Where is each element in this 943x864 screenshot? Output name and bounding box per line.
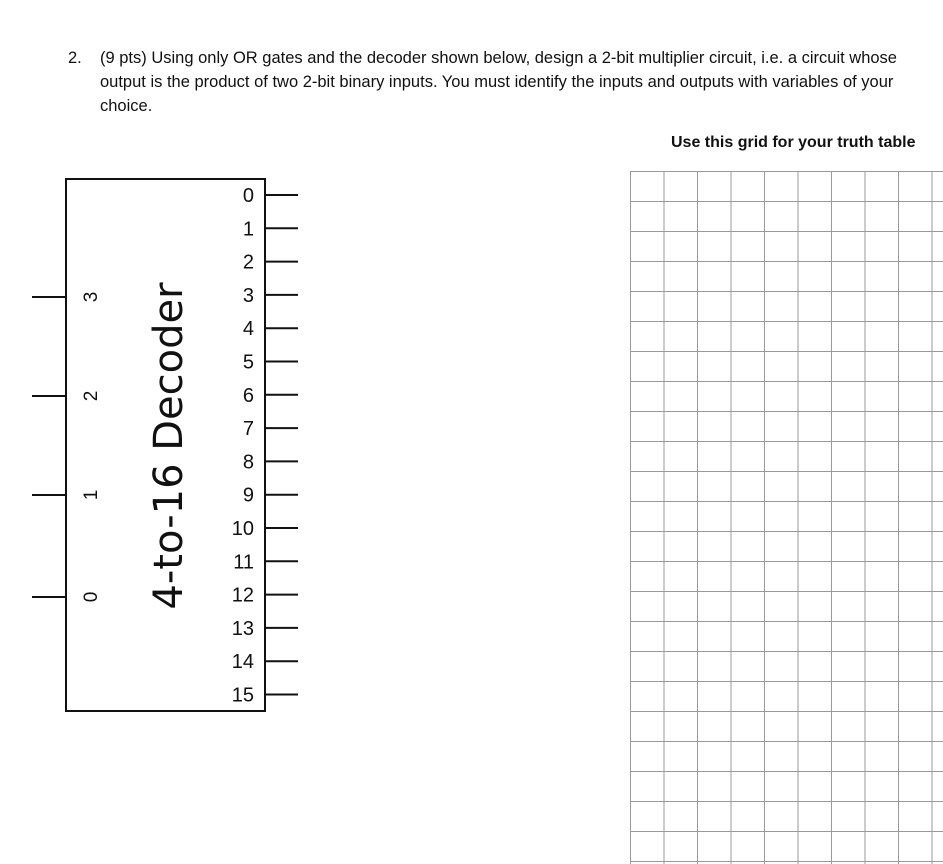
output-pin-label: 10 [231,518,254,540]
input-pin-label: 2 [81,390,102,402]
output-pin-label: 0 [242,185,254,207]
output-pin-label: 1 [242,218,254,241]
question-text: (9 pts) Using only OR gates and the decoder shown below, design a 2-bit multiplier circuit, i.e. a circuit whose output is the product of two 2-bit binary inputs. You must identify the inputs and outputs with variables of your choice. [100,49,897,115]
output-pin-label: 14 [231,651,254,674]
decoder-title: 4-to-16 Decoder [146,282,192,610]
output-pin-label: 15 [231,684,254,707]
input-pin-label: 1 [81,489,102,501]
input-pin-label: 0 [81,591,102,603]
output-pin-label: 5 [242,351,254,374]
output-pin-label: 4 [242,318,254,341]
output-pin-label: 7 [242,418,254,441]
question-number: 2. [68,49,82,67]
output-pin-label: 2 [242,251,254,274]
input-pin-label: 3 [81,291,102,303]
output-pin-label: 12 [231,584,254,607]
output-pin-label: 11 [233,551,254,574]
grid-title: Use this grid for your truth table [671,134,916,151]
output-pin-label: 8 [242,451,254,474]
truth-table-grid[interactable] [630,171,943,864]
output-pin-label: 3 [242,284,254,307]
output-pin-label: 9 [242,484,254,507]
output-pin-label: 13 [231,617,254,640]
decoder-diagram [0,0,320,720]
output-pin-label: 6 [242,384,254,407]
